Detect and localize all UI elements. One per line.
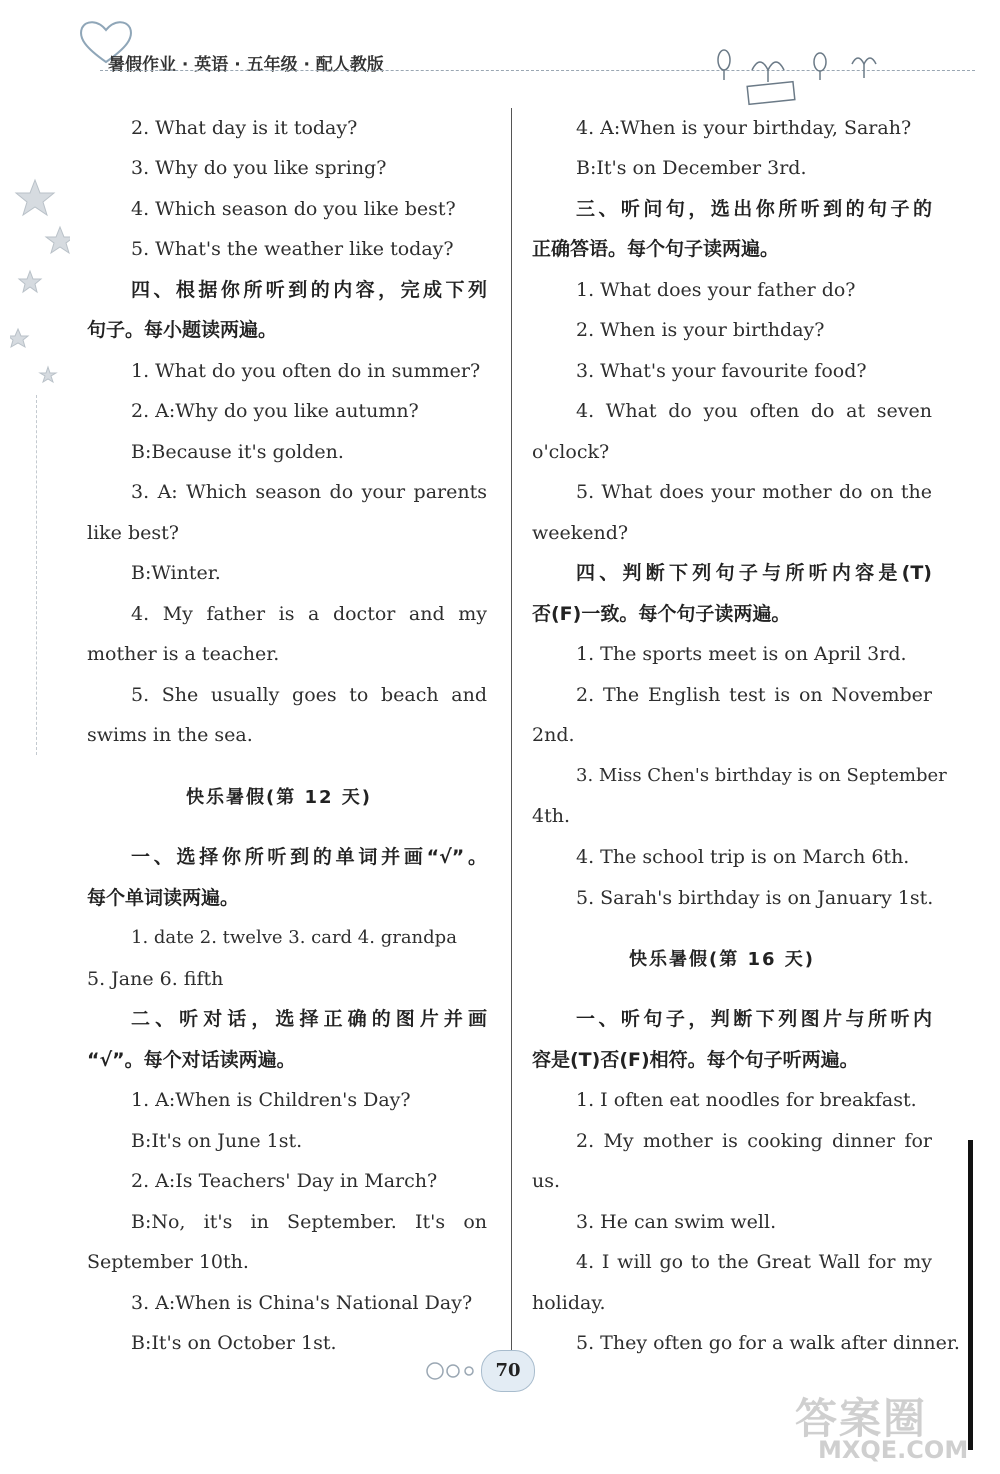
text-line: 5. She usually goes to beach and	[131, 684, 487, 706]
text-line: 5. What's the weather like today?	[131, 238, 454, 260]
text-line: us.	[532, 1170, 561, 1192]
text-line: 5. Sarah's birthday is on January 1st.	[576, 887, 934, 909]
text-line: 3. A:When is China's National Day?	[131, 1292, 473, 1314]
scan-edge-bar	[968, 1140, 973, 1450]
text-line: 5. What does your mother do on the	[576, 481, 932, 503]
column-divider	[511, 108, 512, 1356]
text-line: 5. They often go for a walk after dinner.	[576, 1332, 960, 1354]
text-line: 1. I often eat noodles for breakfast.	[576, 1089, 917, 1111]
section-heading: 正确答语。每个句子读两遍。	[532, 238, 780, 260]
text-line: 1. date 2. twelve 3. card 4. grandpa	[131, 927, 457, 948]
text-line: 2. A:Is Teachers' Day in March?	[131, 1170, 438, 1192]
section-heading: 一、听句子，判断下列图片与所听内	[576, 1008, 932, 1030]
section-heading: 容是(T)否(F)相符。每个句子听两遍。	[532, 1049, 859, 1071]
section-heading: 否(F)一致。每个句子读两遍。	[532, 603, 791, 625]
text-line: 1. What do you often do in summer?	[131, 360, 481, 382]
text-line: 4. I will go to the Great Wall for my	[576, 1251, 932, 1273]
text-line: 2nd.	[532, 724, 575, 746]
text-line: B:Winter.	[131, 562, 221, 584]
text-line: weekend?	[532, 522, 629, 544]
page-number-badge	[425, 1350, 575, 1392]
text-line: swims in the sea.	[87, 724, 253, 746]
text-line: 2. The English test is on November	[576, 684, 932, 706]
text-line: 3. What's your favourite food?	[576, 360, 867, 382]
text-line: 4. The school trip is on March 6th.	[576, 846, 910, 868]
stars-decoration-icon	[10, 175, 70, 395]
page-number: 70	[481, 1350, 535, 1392]
flowers-decoration-icon	[712, 40, 892, 110]
text-line: 2. A:Why do you like autumn?	[131, 400, 419, 422]
text-line: B:Because it's golden.	[131, 441, 344, 463]
watermark-logo: 答案圈	[795, 1394, 928, 1443]
day-title: 快乐暑假(第 12 天)	[186, 787, 373, 808]
text-line: mother is a teacher.	[87, 643, 280, 665]
text-line: B:No, it's in September. It's on	[131, 1211, 487, 1233]
text-line: 1. What does your father do?	[576, 279, 856, 301]
bubbles-decoration-icon	[425, 1360, 481, 1382]
section-heading: 句子。每小题读两遍。	[87, 319, 278, 341]
text-line: September 10th.	[87, 1251, 249, 1273]
text-line: B:It's on June 1st.	[131, 1130, 303, 1152]
section-heading: 二、听对话，选择正确的图片并画	[131, 1008, 487, 1030]
text-line: 3. Miss Chen's birthday is on September	[576, 765, 947, 786]
text-line: 4th.	[532, 805, 570, 827]
text-line: B:It's on October 1st.	[131, 1332, 337, 1354]
section-heading: 一、选择你所听到的单词并画“√”。	[131, 846, 487, 868]
watermark-url: MXQE.COM	[818, 1436, 969, 1464]
text-line: 3. He can swim well.	[576, 1211, 777, 1233]
text-line: 1. The sports meet is on April 3rd.	[576, 643, 907, 665]
text-line: 2. When is your birthday?	[576, 319, 825, 341]
day-title: 快乐暑假(第 16 天)	[629, 949, 816, 970]
text-line: 2. What day is it today?	[131, 117, 358, 139]
text-line: 4. Which season do you like best?	[131, 198, 456, 220]
text-line: like best?	[87, 522, 179, 544]
section-heading: “√”。每个对话读两遍。	[87, 1049, 296, 1071]
text-line: o'clock?	[532, 441, 610, 463]
text-line: 2. My mother is cooking dinner for	[576, 1130, 932, 1152]
text-line: 3. Why do you like spring?	[131, 157, 387, 179]
margin-dashed-line	[36, 395, 37, 755]
text-line: B:It's on December 3rd.	[576, 157, 807, 179]
section-heading: 每个单词读两遍。	[87, 887, 240, 909]
section-heading: 三、听问句，选出你所听到的句子的	[576, 198, 932, 220]
text-line: 1. A:When is Children's Day?	[131, 1089, 411, 1111]
text-line: 4. My father is a doctor and my	[131, 603, 487, 625]
header-title: 暑假作业 · 英语 · 五年级 · 配人教版	[108, 55, 384, 75]
text-line: 4. A:When is your birthday, Sarah?	[576, 117, 912, 139]
section-heading: 四、判断下列句子与所听内容是(T)	[576, 562, 932, 584]
text-line: 4. What do you often do at seven	[576, 400, 932, 422]
section-heading: 四、根据你所听到的内容，完成下列	[131, 279, 487, 301]
text-line: holiday.	[532, 1292, 606, 1314]
text-line: 5. Jane 6. fifth	[87, 968, 224, 990]
text-line: 3. A: Which season do your parents	[131, 481, 487, 503]
